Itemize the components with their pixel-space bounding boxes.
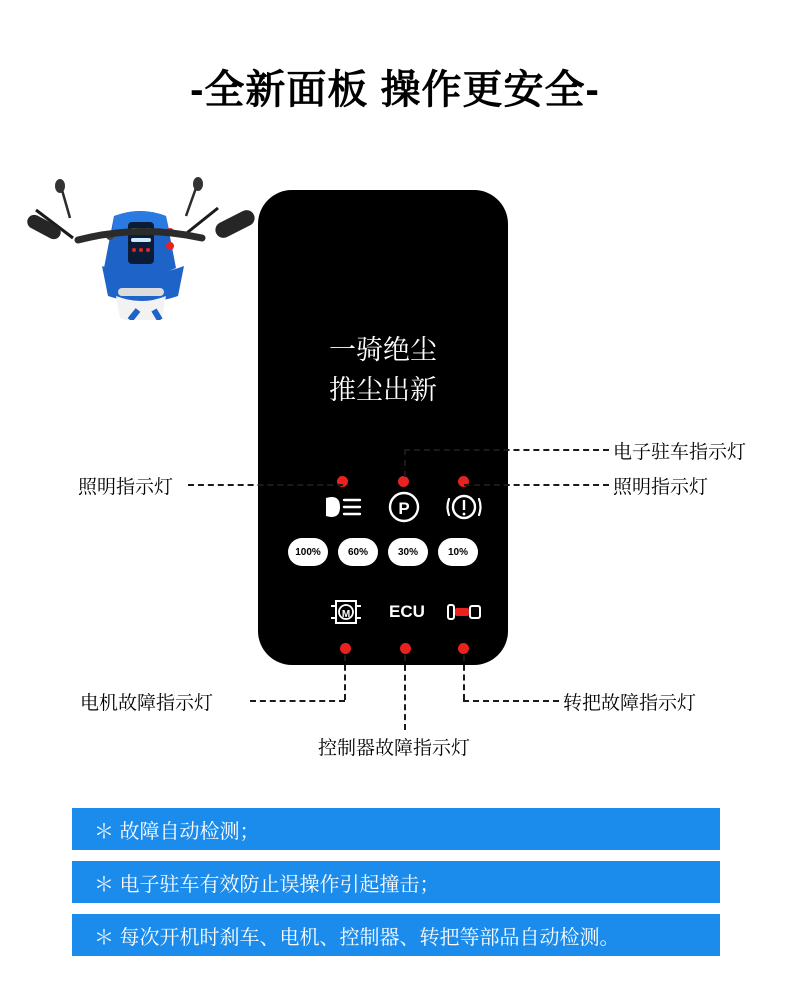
- brake-icon: [444, 490, 484, 529]
- throttle-icon: [444, 600, 484, 629]
- callout-bottom-right: 转把故障指示灯: [563, 693, 697, 714]
- svg-text:P: P: [398, 499, 410, 518]
- battery-pill-60: 60%: [338, 538, 378, 566]
- leader-left-top: [188, 484, 343, 486]
- battery-pill-10: 10%: [438, 538, 478, 566]
- leader-bottom-left-rise: [344, 655, 346, 700]
- led-throttle: [458, 643, 469, 654]
- battery-level-row: [258, 538, 508, 566]
- motor-icon: [326, 598, 366, 631]
- headlight-icon: [320, 494, 366, 525]
- feature-item-3: ＊ 每次开机时刹车、电机、控制器、转把等部品自动检测。: [72, 914, 720, 956]
- leader-bottom-left: [250, 700, 345, 702]
- led-ecu: [400, 643, 411, 654]
- panel-slogan-line1: 一骑绝尘: [329, 335, 437, 365]
- panel-slogan: [258, 330, 508, 410]
- leader-bottom-center: [404, 655, 406, 730]
- callout-bottom-left: 电机故障指示灯: [80, 693, 214, 714]
- callout-left-top: 照明指示灯: [78, 477, 174, 498]
- callout-right-second: 照明指示灯: [613, 477, 709, 498]
- led-motor: [340, 643, 351, 654]
- feature-list: [72, 808, 720, 967]
- feature-item-2: ＊ 电子驻车有效防止误操作引起撞击；: [72, 861, 720, 903]
- leader-right-top-drop: [404, 449, 406, 477]
- leader-right-top: [404, 449, 609, 451]
- feature-item-1: ＊ 故障自动检测；: [72, 808, 720, 850]
- panel-slogan-line2: 推尘出新: [329, 375, 437, 405]
- callout-bottom-center: 控制器故障指示灯: [318, 738, 471, 759]
- dashboard-panel: [258, 190, 508, 665]
- battery-pill-100: 100%: [288, 538, 328, 566]
- page-title: -全新面板 操作更安全-: [190, 68, 600, 112]
- callout-right-top: 电子驻车指示灯: [613, 442, 747, 463]
- parking-icon: [384, 490, 424, 529]
- svg-text:M: M: [341, 609, 351, 620]
- scooter-illustration: [18, 170, 268, 320]
- leader-bottom-right: [463, 700, 559, 702]
- ecu-icon: ECU: [389, 602, 425, 621]
- fault-icons-row: [258, 598, 508, 628]
- indicator-icons-row: [258, 482, 508, 518]
- leader-bottom-right-rise: [463, 655, 465, 700]
- leader-right-second: [464, 484, 609, 486]
- battery-pill-30: 30%: [388, 538, 428, 566]
